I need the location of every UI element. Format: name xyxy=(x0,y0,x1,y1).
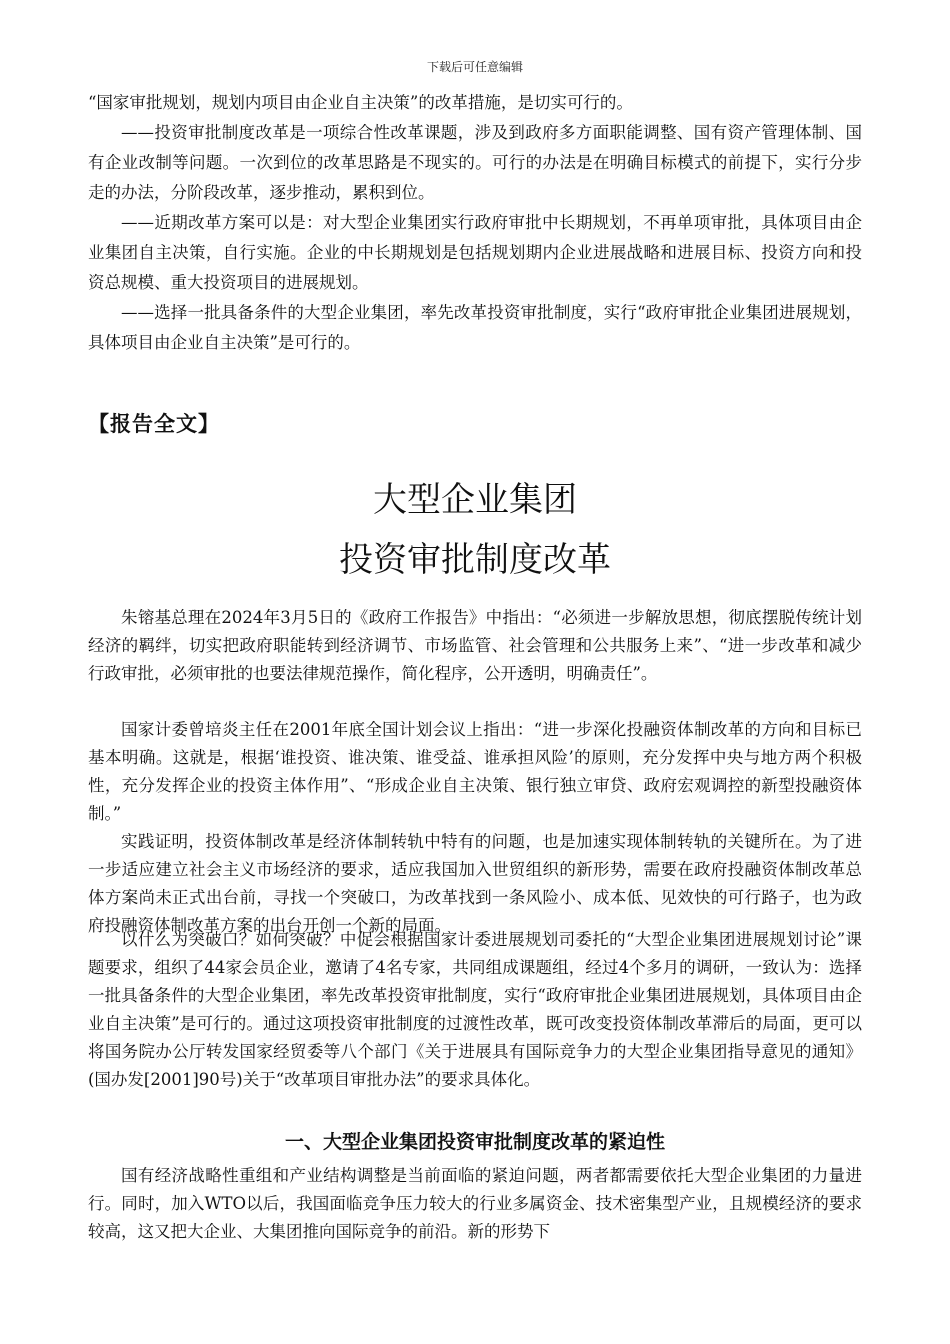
intro-paragraph: ——选择一批具备条件的大型企业集团，率先改革投资审批制度，实行“政府审批企业集团进展规划，具体项目由企业自主决策”是可行的。 xyxy=(88,303,862,352)
body-paragraph: 朱镕基总理在2024年3月5日的《政府工作报告》中指出：“必须进一步解放思想，彻底摆脱传统计划经济的羁绊，切实把政府职能转到经济调节、市场监管、社会管理和公共服务上来”、“进一步改革和减少行政审批，必须审批的也要法律规范操作，简化程序，公开透明，明确责任”。 xyxy=(88,608,862,683)
page-header-note: 下载后可任意编辑 xyxy=(426,60,523,74)
document-title-line-1: 大型企业集团 xyxy=(373,480,577,520)
body-paragraph: 实践证明，投资体制改革是经济体制转轨中特有的问题，也是加速实现体制转轨的关键所在。为了进一步适应建立社会主义市场经济的要求，适应我国加入世贸组织的新形势，需要在政府投融资体制改革总体方案尚未正式出台前，寻找一个突破口，为改革找到一条风险小、成本低、见效快的可行路子，也为政府投融资体制改革方案的出台开创一个新的局面。 xyxy=(88,832,862,935)
intro-paragraph: ——近期改革方案可以是：对大型企业集团实行政府审批中长期规划，不再单项审批，具体项目由企业集团自主决策，自行实施。企业的中长期规划是包括规划期内企业进展战略和进展目标、投资方向和投资总规模、重大投资项目的进展规划。 xyxy=(88,213,862,292)
section-heading: 一、大型企业集团投资审批制度改革的紧迫性 xyxy=(284,1131,665,1153)
intro-paragraph: “国家审批规划，规划内项目由企业自主决策”的改革措施，是切实可行的。 xyxy=(88,93,633,112)
body-paragraph: 国家计委曾培炎主任在2001年底全国计划会议上指出：“进一步深化投融资体制改革的方向和目标已基本明确。这就是，根据‘谁投资、谁决策、谁受益、谁承担风险’的原则，充分发挥中央与地方两个积极性，充分发挥企业的投资主体作用”、“形成企业自主决策、银行独立审贷、政府宏观调控的新型投融资体制。” xyxy=(88,720,862,823)
document-title-line-2: 投资审批制度改革 xyxy=(339,540,611,580)
body-paragraph: 国有经济战略性重组和产业结构调整是当前面临的紧迫问题，两者都需要依托大型企业集团的力量进行。同时，加入WTO以后，我国面临竞争压力较大的行业多属资金、技术密集型产业，且规模经济的要求较高，这又把大企业、大集团推向国际竞争的前沿。新的形势下 xyxy=(88,1166,862,1241)
body-paragraph: 以什么为突破口？如何突破？中促会根据国家计委进展规划司委托的“大型企业集团进展规划讨论”课题要求，组织了44家会员企业，邀请了4名专家，共同组成课题组，经过4个多月的调研，一致认为：选择一批具备条件的大型企业集团，率先改革投资审批制度，实行“政府审批企业集团进展规划，具体项目由企业自主决策”是可行的。通过这项投资审批制度的过渡性改革，既可改变投资体制改革滞后的局面，更可以将国务院办公厅转发国家经贸委等八个部门《关于进展具有国际竞争力的大型企业集团指导意见的通知》(国办发[2001]90号)关于“改革项目审批办法”的要求具体化。 xyxy=(88,930,862,1089)
full-text-label: 【报告全文】 xyxy=(88,412,220,436)
intro-paragraph: ——投资审批制度改革是一项综合性改革课题，涉及到政府多方面职能调整、国有资产管理体制、国有企业改制等问题。一次到位的改革思路是不现实的。可行的办法是在明确目标模式的前提下，实行分步走的办法，分阶段改革，逐步推动，累积到位。 xyxy=(88,123,862,202)
